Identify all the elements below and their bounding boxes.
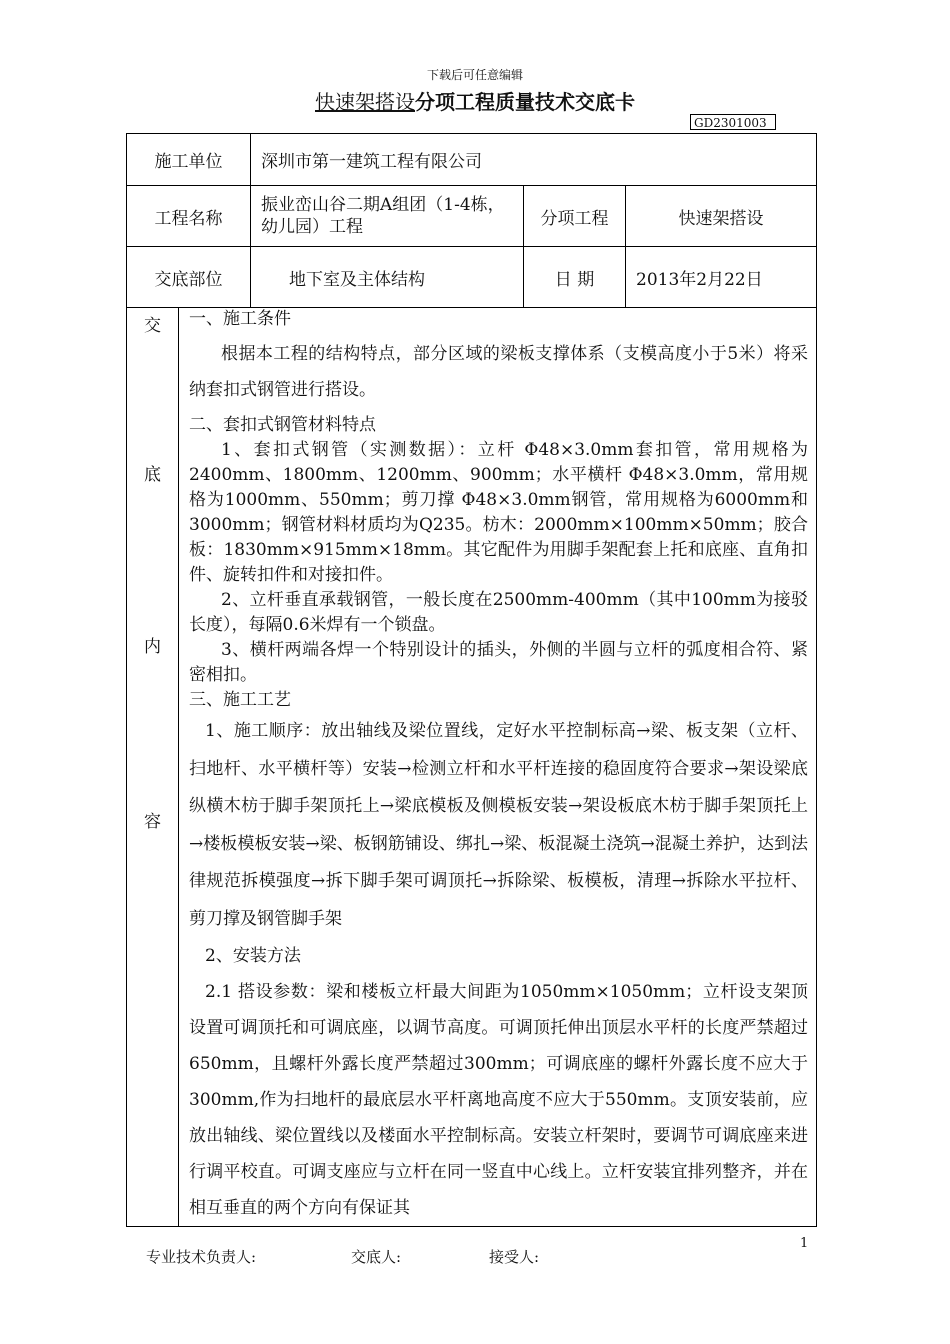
paragraph: 1、套扣式钢管（实测数据）：立杆 Φ48×3.0mm套扣管，常用规格为2400mm、1800mm、1200mm、900mm；水平横杆 Φ48×3.0mm，常用规格为1000mm、550mm；剪刀撑 Φ48×3.0mm钢管，常用规格为6000mm和3000mm；钢管材料材质均为Q235。枋木：2000mm×100mm×50mm；胶合板：1830mm×915mm×18mm。其它配件为用脚手架配套上托和底座、直角扣件、旋转扣件和对接扣件。 <box>189 440 809 585</box>
unit-label: 施工单位 <box>127 134 251 186</box>
part-value: 地下室及主体结构 <box>251 247 524 308</box>
paragraph: 根据本工程的结构特点，部分区域的梁板支撑体系（支模高度小于5米）将采纳套扣式钢管进行搭设。 <box>189 344 809 400</box>
row-unit <box>127 134 817 186</box>
subitem-label: 分项工程 <box>524 186 626 247</box>
disclosure-table <box>126 133 817 1227</box>
subitem-value: 快速架搭设 <box>626 186 817 247</box>
vertical-char: 内 <box>144 637 161 657</box>
date-label: 日 期 <box>524 247 626 308</box>
vertical-char: 底 <box>144 465 161 485</box>
paragraph: 2、安装方法 <box>205 946 301 966</box>
vertical-char: 容 <box>144 812 161 832</box>
row-project <box>127 186 817 247</box>
page-number: 1 <box>800 1236 809 1251</box>
document-code: GD2301003 <box>690 114 776 130</box>
paragraph: 3、横杆两端各焊一个特别设计的插头，外侧的半圆与立杆的弧度相合符、紧密相扣。 <box>189 640 809 685</box>
signature-footer <box>146 1246 539 1267</box>
title-underlined: 快速架搭设 <box>315 90 415 114</box>
vertical-char: 交 <box>144 316 161 336</box>
paragraph: 1、施工顺序：放出轴线及梁位置线，定好水平控制标高→梁、板支架（立杆、扫地杆、水平横杆等）安装→检测立杆和水平杆连接的稳固度符合要求→架设梁底纵横木枋于脚手架顶托上→梁底模板及侧模板安装→架设板底木枋于脚手架顶托上→楼板模板安装→梁、板钢筋铺设、绑扎→梁、板混凝土浇筑→混凝土养护，达到法律规范拆模强度→拆下脚手架可调顶托→拆除梁、板模板，清理→拆除水平拉杆、剪刀撑及钢管脚手架 <box>189 721 809 929</box>
tech-lead-label: 专业技术负责人: <box>146 1248 257 1266</box>
section-title: 二、套扣式钢管材料特点 <box>189 415 376 435</box>
download-note: 下载后可任意编辑 <box>426 68 523 82</box>
part-label: 交底部位 <box>127 247 251 308</box>
unit-value: 深圳市第一建筑工程有限公司 <box>251 134 817 186</box>
row-content <box>127 308 817 1227</box>
title-bold: 分项工程质量技术交底卡 <box>415 90 635 114</box>
paragraph: 2.1 搭设参数：梁和楼板立杆最大间距为1050mm×1050mm；立杆设支架顶设置可调顶托和可调底座，以调节高度。可调顶托伸出顶层水平杆的长度严禁超过650mm，且螺杆外露长度严禁超过300mm；可调底座的螺杆外露长度不应大于300mm,作为扫地杆的最底层水平杆离地高度不应大于550mm。支顶安装前，应放出轴线、梁位置线以及楼面水平控制标高。安装立杆架时，要调节可调底座来进行调平校直。可调支座应与立杆在同一竖直中心线上。立杆安装宜排列整齐，并在相互垂直的两个方向有保证其 <box>189 982 809 1218</box>
document-title <box>0 86 950 115</box>
date-value: 2013年2月22日 <box>626 247 817 308</box>
disclosure-content <box>179 308 817 1227</box>
paragraph: 2、立杆垂直承载钢管，一般长度在2500mm-400mm（其中100mm为接驳长度），每隔0.6米焊有一个锁盘。 <box>189 590 809 635</box>
row-part <box>127 247 817 308</box>
section-title: 三、施工工艺 <box>189 690 291 710</box>
discloser-label: 交底人: <box>351 1248 402 1266</box>
project-label: 工程名称 <box>127 186 251 247</box>
vertical-label <box>127 308 179 1227</box>
section-title: 一、施工条件 <box>189 309 291 329</box>
project-value: 振业峦山谷二期A组团（1-4栋，幼儿园）工程 <box>251 186 524 247</box>
receiver-label: 接受人: <box>489 1248 540 1266</box>
